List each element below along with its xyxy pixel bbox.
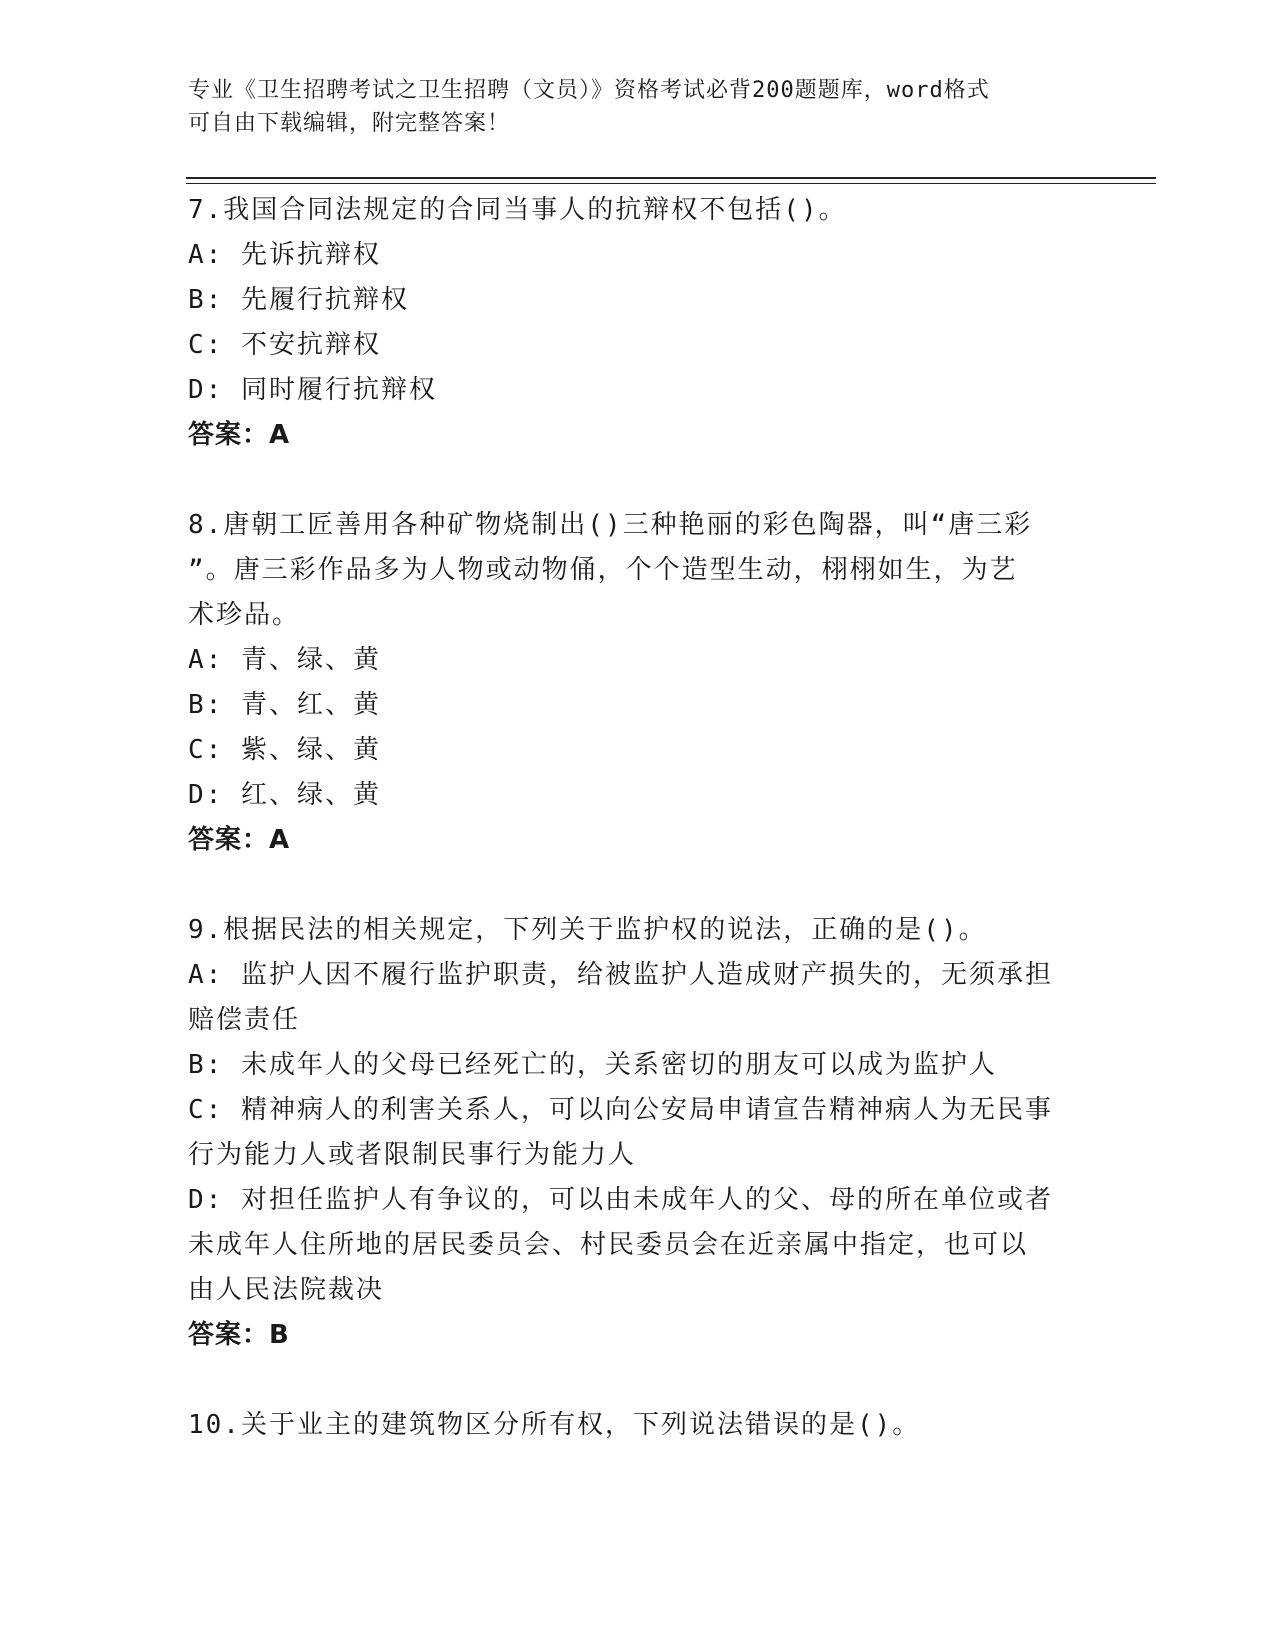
question-8 bbox=[188, 503, 1088, 863]
option-d-continued: 由人民法院裁决 bbox=[188, 1275, 385, 1305]
option-a: A: 先诉抗辩权 bbox=[188, 240, 381, 270]
header-line-2: 可自由下载编辑，附完整答案！ bbox=[188, 111, 511, 136]
question-text: 10.关于业主的建筑物区分所有权，下列说法错误的是()。 bbox=[188, 1410, 921, 1440]
question-text: ”。唐三彩作品多为人物或动物俑，个个造型生动，栩栩如生，为艺 bbox=[188, 555, 1018, 585]
answer: 答案：A bbox=[188, 420, 291, 450]
option-b: B: 青、红、黄 bbox=[188, 690, 381, 720]
option-c: C: 精神病人的利害关系人，可以向公安局申请宣告精神病人为无民事 bbox=[188, 1095, 1053, 1125]
option-c: C: 紫、绿、黄 bbox=[188, 735, 381, 765]
option-c: C: 不安抗辩权 bbox=[188, 330, 381, 360]
header-line-1: 专业《卫生招聘考试之卫生招聘（文员）》资格考试必背200题题库，word格式 bbox=[188, 78, 990, 103]
question-9 bbox=[188, 908, 1088, 1358]
question-text: 8.唐朝工匠善用各种矿物烧制出()三种艳丽的彩色陶器，叫“唐三彩 bbox=[188, 510, 1033, 540]
document-header bbox=[188, 74, 1088, 140]
question-10 bbox=[188, 1403, 1088, 1448]
question-text: 术珍品。 bbox=[188, 600, 301, 630]
option-d: D: 对担任监护人有争议的，可以由未成年人的父、母的所在单位或者 bbox=[188, 1185, 1053, 1215]
option-d: D: 同时履行抗辩权 bbox=[188, 375, 437, 405]
option-d-continued: 未成年人住所地的居民委员会、村民委员会在近亲属中指定，也可以 bbox=[188, 1230, 1029, 1260]
header-divider-thin bbox=[186, 183, 1156, 184]
option-a: A: 监护人因不履行监护职责，给被监护人造成财产损失的，无须承担 bbox=[188, 960, 1053, 990]
question-text: 7.我国合同法规定的合同当事人的抗辩权不包括()。 bbox=[188, 195, 847, 225]
question-7 bbox=[188, 188, 1088, 458]
option-a: A: 青、绿、黄 bbox=[188, 645, 381, 675]
option-a-continued: 赔偿责任 bbox=[188, 1005, 301, 1035]
option-b: B: 未成年人的父母已经死亡的，关系密切的朋友可以成为监护人 bbox=[188, 1050, 997, 1080]
answer: 答案：A bbox=[188, 825, 291, 855]
option-d: D: 红、绿、黄 bbox=[188, 780, 381, 810]
question-text: 9.根据民法的相关规定，下列关于监护权的说法，正确的是()。 bbox=[188, 915, 987, 945]
question-list bbox=[188, 188, 1088, 1448]
answer: 答案：B bbox=[188, 1320, 290, 1350]
option-b: B: 先履行抗辩权 bbox=[188, 285, 409, 315]
header-divider-thick bbox=[186, 177, 1156, 179]
option-c-continued: 行为能力人或者限制民事行为能力人 bbox=[188, 1140, 637, 1170]
